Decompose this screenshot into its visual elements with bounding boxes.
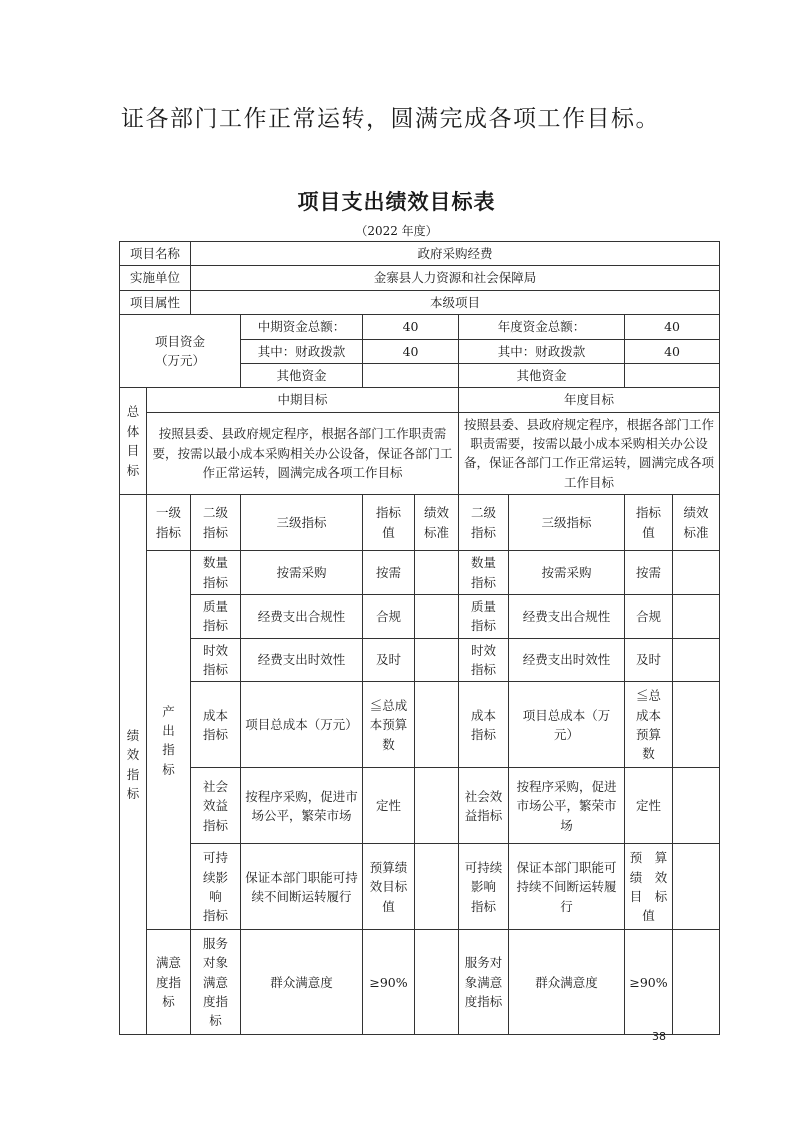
level2-cell: 时效 指标 [191, 638, 241, 682]
project-name-value: 政府采购经费 [191, 242, 720, 266]
level3-year-cell: 按程序采购，促进市场公平，繁荣市场 [509, 768, 625, 844]
header-value-year: 指标 值 [625, 495, 673, 551]
row-implementing-unit [120, 266, 720, 290]
level2-year-cell: 社会效 益指标 [459, 768, 509, 844]
level2-cell: 质量 指标 [191, 594, 241, 638]
mid-fiscal-value: 40 [363, 339, 459, 363]
header-level2: 二级 指标 [191, 495, 241, 551]
level3-year-cell: 群众满意度 [509, 930, 625, 1035]
mid-goal-header: 中期目标 [147, 388, 459, 412]
level2-year-cell: 服务对 象满意 度指标 [459, 930, 509, 1035]
level2-cell: 服务 对象 满意 度指 标 [191, 930, 241, 1035]
header-standard: 绩效 标准 [415, 495, 459, 551]
row-project-name [120, 242, 720, 266]
header-standard-year: 绩效 标准 [673, 495, 720, 551]
table-row [120, 768, 720, 844]
value-cell: 及时 [363, 638, 415, 682]
level3-cell: 按程序采购，促进市场公平，繁荣市场 [241, 768, 363, 844]
standard-year-cell [673, 844, 720, 930]
level2-cell: 可持 续影 响 指标 [191, 844, 241, 930]
standard-cell [415, 594, 459, 638]
row-indicator-headers [120, 495, 720, 551]
header-level1: 一级 指标 [147, 495, 191, 551]
performance-indicator-label: 绩 效 指 标 [120, 495, 147, 1035]
implementing-unit-value: 金寨县人力资源和社会保障局 [191, 266, 720, 290]
level3-cell: 保证本部门职能可持续不间断运转履行 [241, 844, 363, 930]
funds-label: 项目资金 （万元） [120, 315, 241, 388]
level3-year-cell: 按需采购 [509, 551, 625, 595]
output-indicator-label: 产 出 指 标 [147, 551, 191, 930]
intro-text: 证各部门工作正常运转，圆满完成各项工作目标。 [121, 106, 660, 132]
value-cell: ≥90% [363, 930, 415, 1035]
level3-year-cell: 经费支出合规性 [509, 594, 625, 638]
overall-goal-label: 总 体 目 标 [120, 388, 147, 495]
standard-year-cell [673, 930, 720, 1035]
level3-cell: 按需采购 [241, 551, 363, 595]
header-level3: 三级指标 [241, 495, 363, 551]
standard-year-cell [673, 682, 720, 768]
mid-fiscal-label: 其中：财政拨款 [241, 339, 363, 363]
level3-cell: 项目总成本（万元） [241, 682, 363, 768]
project-attribute-value: 本级项目 [191, 290, 720, 314]
level2-year-cell: 质量 指标 [459, 594, 509, 638]
page-number: 38 [652, 1030, 666, 1043]
level3-cell: 经费支出时效性 [241, 638, 363, 682]
level2-year-cell: 可持续 影响 指标 [459, 844, 509, 930]
level3-year-cell: 保证本部门职能可持续不间断运转履行 [509, 844, 625, 930]
project-attribute-label: 项目属性 [120, 290, 191, 314]
mid-goal-text: 按照县委、县政府规定程序，根据各部门工作职责需要，按需以最小成本采购相关办公设备，保证各部门工作正常运转，圆满完成各项工作目标 [147, 412, 459, 495]
performance-table [119, 241, 720, 1035]
standard-year-cell [673, 551, 720, 595]
level2-cell: 社会 效益 指标 [191, 768, 241, 844]
level3-year-cell: 项目总成本（万 元） [509, 682, 625, 768]
implementing-unit-label: 实施单位 [120, 266, 191, 290]
year-goal-text: 按照县委、县政府规定程序，根据各部门工作职责需要，按需以最小成本采购相关办公设备，保证各部门工作正常运转，圆满完成各项工作目标 [459, 412, 720, 495]
standard-cell [415, 551, 459, 595]
level3-cell: 经费支出合规性 [241, 594, 363, 638]
standard-cell [415, 638, 459, 682]
header-level3-year: 三级指标 [509, 495, 625, 551]
value-year-cell: 按需 [625, 551, 673, 595]
row-funds-total [120, 315, 720, 339]
table-row [120, 594, 720, 638]
row-project-attribute [120, 290, 720, 314]
year-other-value [625, 363, 720, 387]
header-value: 指标 值 [363, 495, 415, 551]
standard-cell [415, 682, 459, 768]
value-year-cell: ≥90% [625, 930, 673, 1035]
standard-year-cell [673, 594, 720, 638]
table-row [120, 638, 720, 682]
row-goal-text [120, 412, 720, 495]
value-year-cell: 预 算 绩 效 目 标 值 [625, 844, 673, 930]
table-row [120, 930, 720, 1035]
level3-cell: 群众满意度 [241, 930, 363, 1035]
value-year-cell: 定性 [625, 768, 673, 844]
level3-year-cell: 经费支出时效性 [509, 638, 625, 682]
level2-cell: 成本 指标 [191, 682, 241, 768]
value-year-cell: 及时 [625, 638, 673, 682]
year-label: （2022 年度） [355, 224, 438, 238]
standard-cell [415, 930, 459, 1035]
table-row [120, 551, 720, 595]
value-cell: 定性 [363, 768, 415, 844]
table-row [120, 844, 720, 930]
page-title: 项目支出绩效目标表 [297, 190, 496, 214]
year-total-label: 年度资金总额： [459, 315, 625, 339]
level2-year-cell: 数量 指标 [459, 551, 509, 595]
standard-cell [415, 844, 459, 930]
satisfaction-indicator-label: 满意 度指 标 [147, 930, 191, 1035]
standard-year-cell [673, 768, 720, 844]
year-fiscal-value: 40 [625, 339, 720, 363]
project-name-label: 项目名称 [120, 242, 191, 266]
table-row [120, 682, 720, 768]
header-level2-year: 二级 指标 [459, 495, 509, 551]
mid-total-value: 40 [363, 315, 459, 339]
standard-cell [415, 768, 459, 844]
value-cell: ≦总成 本预算 数 [363, 682, 415, 768]
mid-other-label: 其他资金 [241, 363, 363, 387]
year-goal-header: 年度目标 [459, 388, 720, 412]
value-year-cell: ≦总 成本 预算 数 [625, 682, 673, 768]
level2-year-cell: 时效 指标 [459, 638, 509, 682]
value-cell: 合规 [363, 594, 415, 638]
year-total-value: 40 [625, 315, 720, 339]
mid-other-value [363, 363, 459, 387]
mid-total-label: 中期资金总额： [241, 315, 363, 339]
level2-cell: 数量 指标 [191, 551, 241, 595]
row-goal-headers [120, 388, 720, 412]
level2-year-cell: 成本 指标 [459, 682, 509, 768]
value-cell: 预算绩 效目标 值 [363, 844, 415, 930]
year-fiscal-label: 其中：财政拨款 [459, 339, 625, 363]
year-other-label: 其他资金 [459, 363, 625, 387]
value-cell: 按需 [363, 551, 415, 595]
value-year-cell: 合规 [625, 594, 673, 638]
standard-year-cell [673, 638, 720, 682]
